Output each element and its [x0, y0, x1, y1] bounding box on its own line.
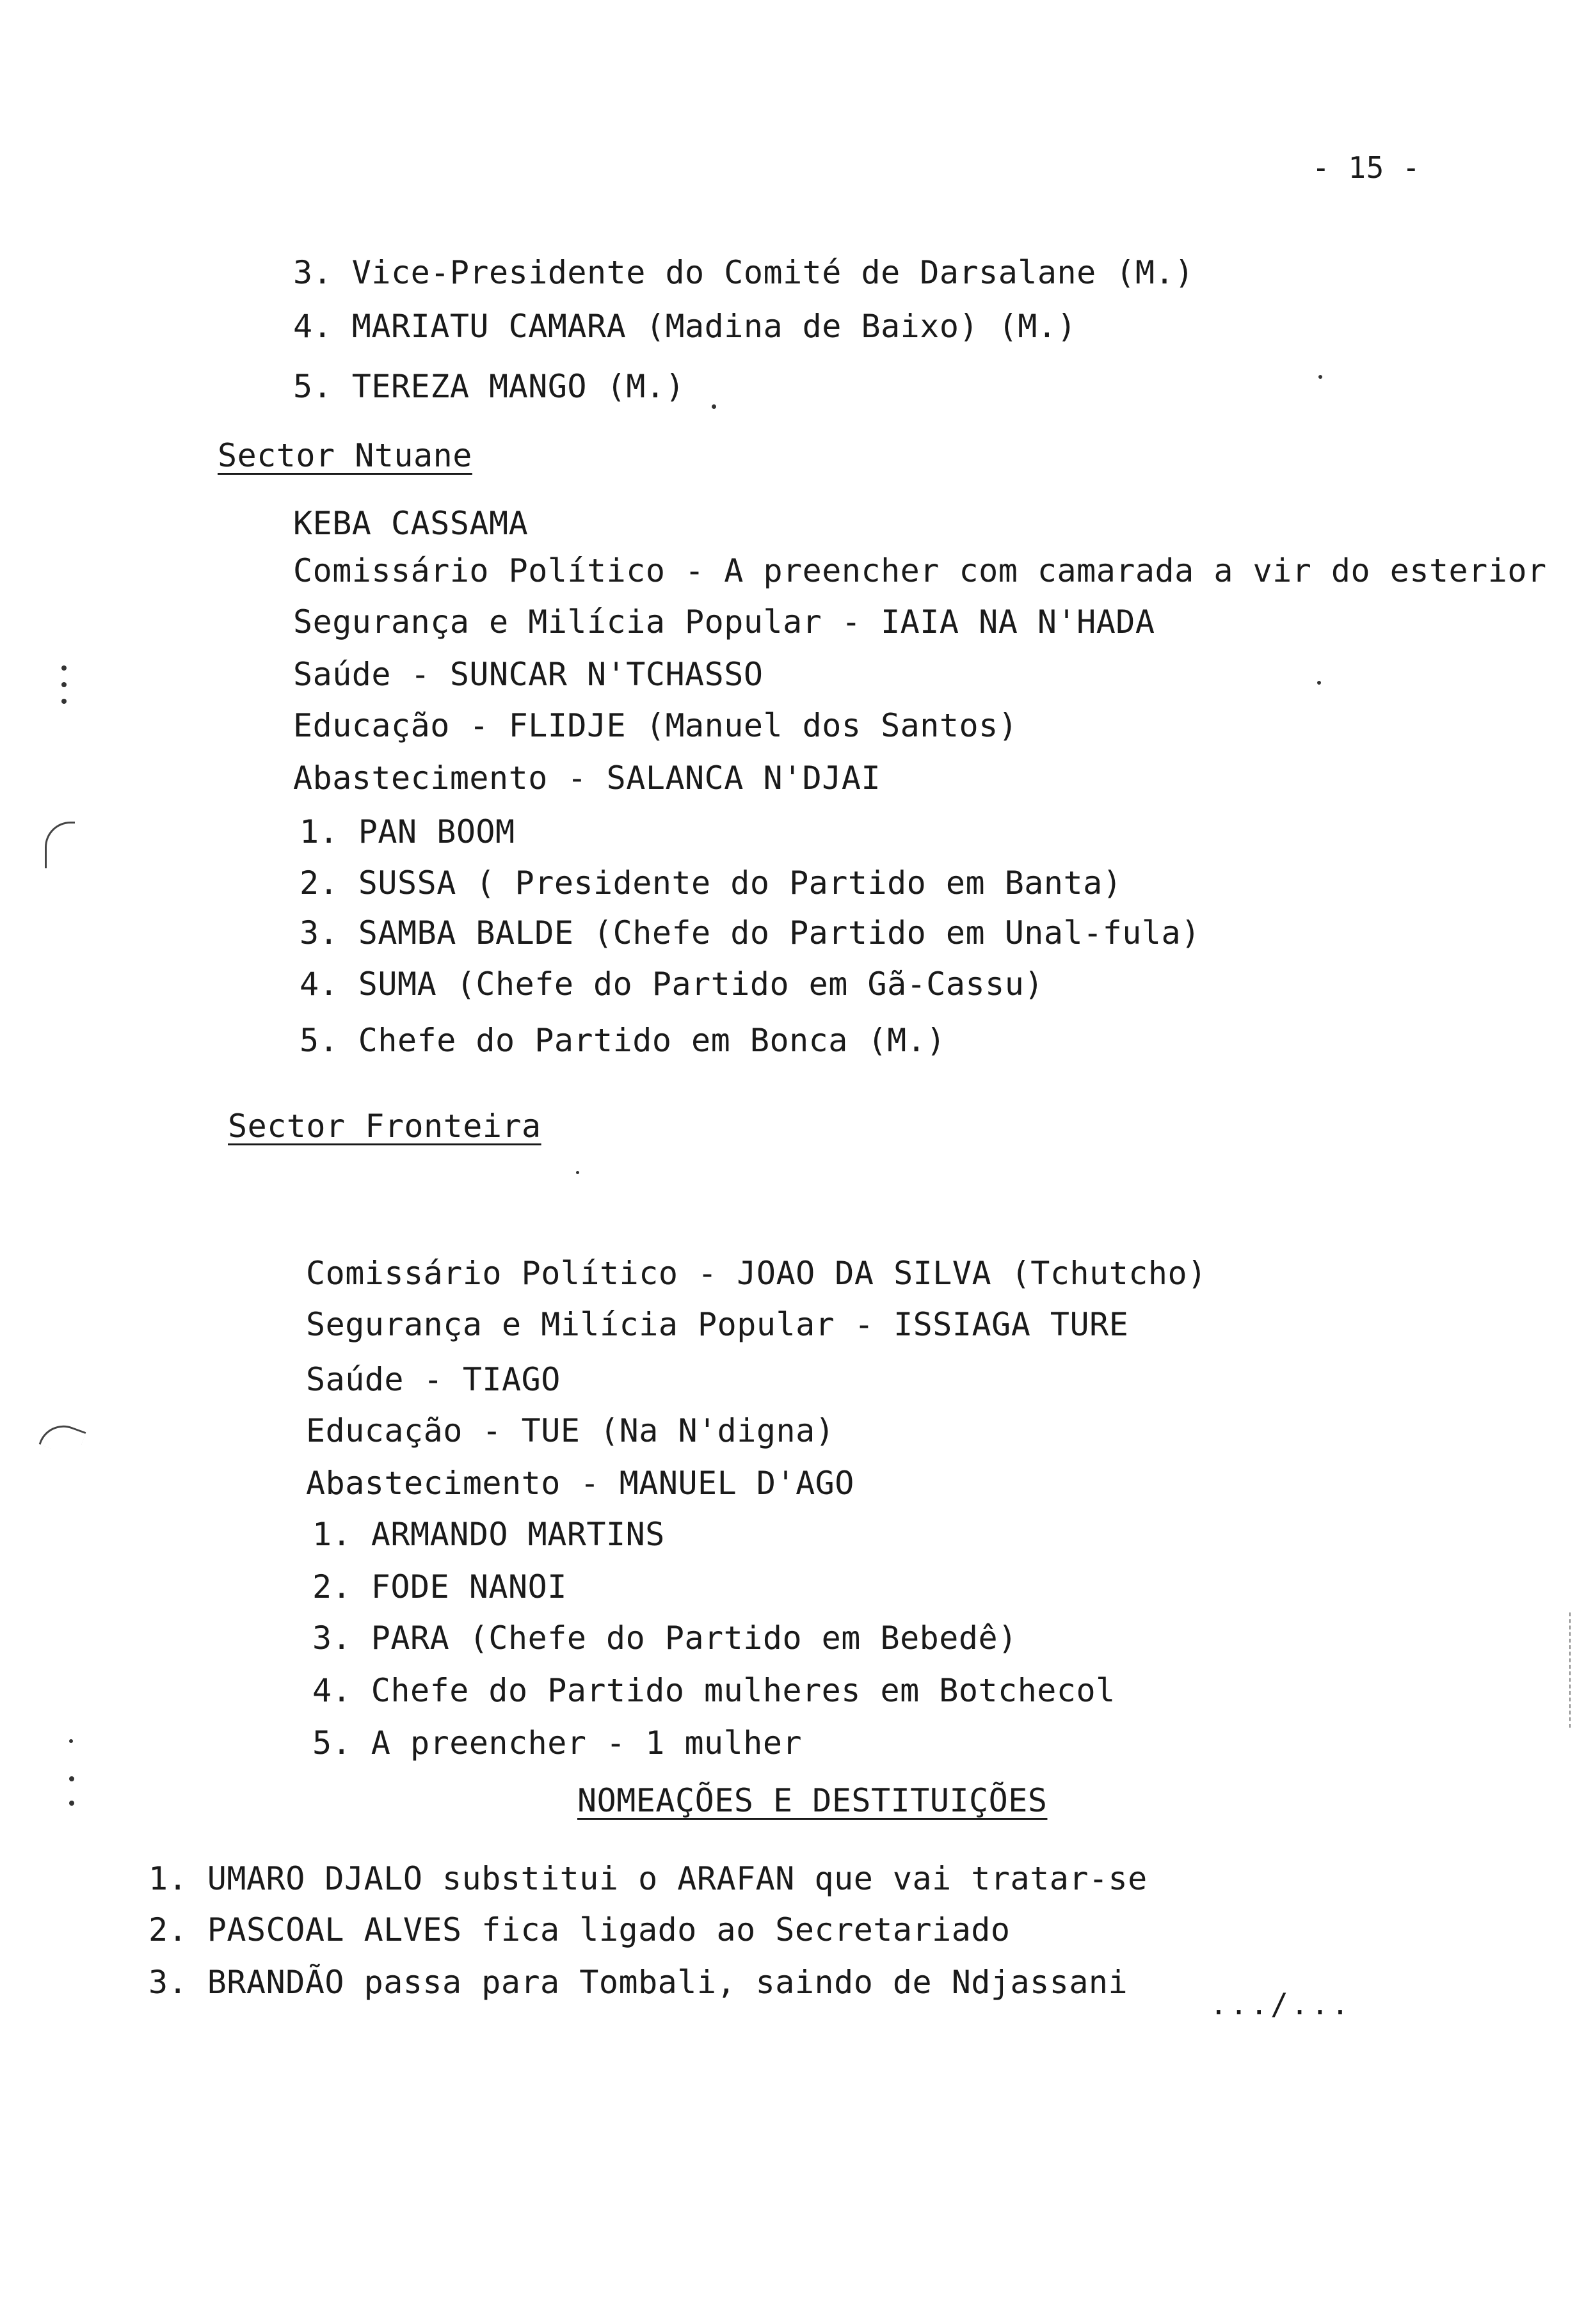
scan-dot [712, 404, 716, 409]
scan-dot [61, 665, 67, 671]
intro-list-item: 5. TEREZA MANGO (M.) [293, 368, 685, 405]
sector-ntuane-line: 2. SUSSA ( Presidente do Partido em Banta) [300, 864, 1123, 902]
scan-dot [1317, 681, 1321, 685]
scan-dot [69, 1776, 74, 1781]
sector-fronteira-line: Educação - TUE (Na N'digna) [306, 1412, 835, 1449]
intro-list-item: 4. MARIATU CAMARA (Madina de Baixo) (M.) [293, 308, 1077, 345]
intro-list-item: 3. Vice-Presidente do Comité de Darsalane (M.) [293, 254, 1194, 291]
sector-ntuane-line: 4. SUMA (Chefe do Partido em Gã-Cassu) [300, 966, 1044, 1003]
sector-ntuane-line: 5. Chefe do Partido em Bonca (M.) [300, 1022, 946, 1059]
sector-ntuane-line: 1. PAN BOOM [300, 813, 515, 850]
scan-dot [69, 1801, 74, 1806]
scan-dot [576, 1171, 579, 1174]
sector-fronteira-line: Abastecimento - MANUEL D'AGO [306, 1465, 854, 1502]
sector-fronteira-line: Saúde - TIAGO [306, 1361, 561, 1398]
sector-ntuane-line: 3. SAMBA BALDE (Chefe do Partido em Unal-fula) [300, 914, 1201, 951]
sector-ntuane-line: Saúde - SUNCAR N'TCHASSO [293, 656, 764, 693]
sector-fronteira-line: 1. ARMANDO MARTINS [312, 1516, 665, 1553]
page-number: - 15 - [1312, 150, 1421, 185]
nomeacoes-line: 3. BRANDÃO passa para Tombali, saindo de Ndjassani [148, 1964, 1128, 2001]
sector-fronteira-heading: Sector Fronteira [228, 1108, 541, 1145]
scan-arc-mark [39, 1419, 86, 1458]
continuation-marker: .../... [1210, 1987, 1352, 2021]
sector-ntuane-line: Comissário Político - A preencher com camarada a vir do esterior [293, 552, 1547, 589]
nomeacoes-heading: NOMEAÇÕES E DESTITUIÇÕES [577, 1782, 1048, 1819]
binding-edge-mark [1569, 1612, 1574, 1728]
sector-fronteira-line: 2. FODE NANOI [312, 1568, 567, 1605]
sector-ntuane-line: KEBA CASSAMA [293, 505, 529, 542]
scan-arc-mark [45, 822, 75, 868]
sector-fronteira-line: 4. Chefe do Partido mulheres em Botchecol [312, 1672, 1116, 1709]
scan-dot [1318, 375, 1322, 379]
sector-ntuane-line: Segurança e Milícia Popular - IAIA NA N'HADA [293, 603, 1155, 641]
scan-dot [61, 682, 67, 687]
sector-fronteira-line: 5. A preencher - 1 mulher [312, 1724, 803, 1762]
nomeacoes-line: 1. UMARO DJALO substitui o ARAFAN que vai tratar-se [148, 1860, 1148, 1897]
nomeacoes-line: 2. PASCOAL ALVES fica ligado ao Secretariado [148, 1911, 1011, 1948]
sector-fronteira-line: Comissário Político - JOAO DA SILVA (Tchutcho) [306, 1255, 1207, 1292]
sector-fronteira-line: 3. PARA (Chefe do Partido em Bebedê) [312, 1620, 1018, 1657]
scan-dot [69, 1739, 73, 1743]
sector-ntuane-line: Educação - FLIDJE (Manuel dos Santos) [293, 707, 1018, 744]
sector-fronteira-line: Segurança e Milícia Popular - ISSIAGA TURE [306, 1306, 1129, 1343]
sector-ntuane-heading: Sector Ntuane [218, 437, 472, 474]
sector-ntuane-line: Abastecimento - SALANCA N'DJAI [293, 760, 881, 797]
scan-dot [61, 699, 67, 704]
